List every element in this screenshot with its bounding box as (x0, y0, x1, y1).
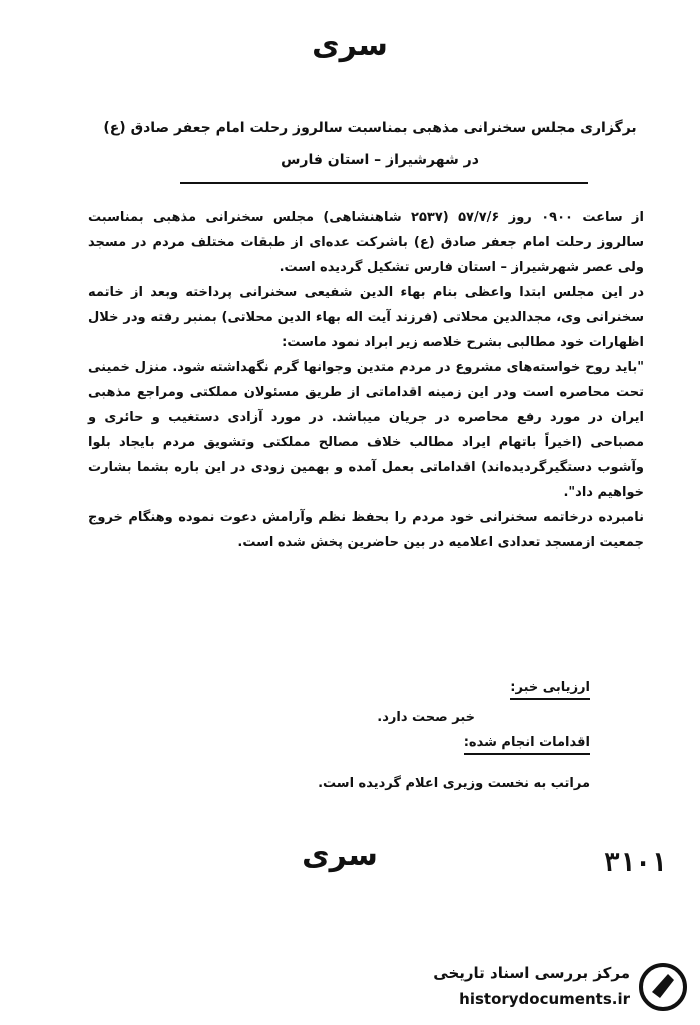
title-underline (180, 182, 588, 184)
classification-bottom: سری (302, 838, 378, 873)
body-paragraph: در این مجلس ابتدا واعظی بنام بهاء الدین شفیعی سخنرانی پرداخته وبعد از خاتمه سخنرانی وی، مجدالدین محلاتی (فرزند آیت اله بهاء الدین محلاتی) بمنبر رفته ودر خلال اظهارات خود مطالبی بشرح خلاصه زیر ابراد نمود ماست: (88, 285, 644, 350)
actions-taken-label: اقدامات انجام شده: (464, 735, 590, 755)
archive-watermark (400, 958, 692, 1016)
body-paragraph: "باید روح خواسته‌های مشروع در مردم متدین وجوانها گرم نگهداشته شود. منزل خمینی تحت محاصره است ودر این زمینه اقداماتی از طریق مسئولان مملکتی ومراجع مذهبی ایران در مورد رفع محاصره در جریان میباشد. در مورد آزادی دستغیب و حائری و مصباحی (اخیراً باتهام ایراد مطالب خلاف مصالح مملکتی وتشویق مردم بایجاد بلوا وآشوب دستگیرگردیده‌اند) اقداماتی بعمل آمده و بهمین زودی در این باره بشما بشارت خواهیم داد". (88, 360, 644, 500)
document-body (88, 205, 644, 555)
source-assessment-value: خبر صحت دارد. (377, 710, 475, 725)
document-title: برگزاری مجلس سخنرانی مذهبی بمناسبت سالروز رحلت امام جعفر صادق (ع) (103, 120, 637, 136)
document-subtitle: در شهرشیراز – استان فارس (281, 152, 479, 168)
classification-top: سری (312, 28, 388, 63)
source-assessment-label: ارزیابی خبر: (510, 680, 590, 700)
watermark-org-name: مرکز بررسی اسناد تاریخی (433, 964, 630, 982)
actions-taken-value: مراتب به نخست وزیری اعلام گردیده است. (318, 776, 590, 791)
archive-logo-icon (638, 962, 688, 1012)
watermark-url[interactable]: historydocuments.ir (459, 990, 630, 1008)
body-paragraph: نامبرده درخاتمه سخنرانی خود مردم را بحفظ نظم وآرامش دعوت نموده وهنگام خروج جمعیت ازمسجد تعدادی اعلامیه در بین حاضرین پخش شده است. (88, 510, 644, 550)
body-paragraph: از ساعت ۰۹۰۰ روز ۵۷/۷/۶ (۲۵۳۷ شاهنشاهی) مجلس سخنرانی مذهبی بمناسبت سالروز رحلت امام جعفر صادق (ع) باشرکت عده‌ای از طبقات مختلف مردم در مسجد ولی عصر شهرشیراز – استان فارس تشکیل گردیده است. (88, 210, 644, 275)
document-number: ۳۱۰۱ (604, 848, 667, 878)
